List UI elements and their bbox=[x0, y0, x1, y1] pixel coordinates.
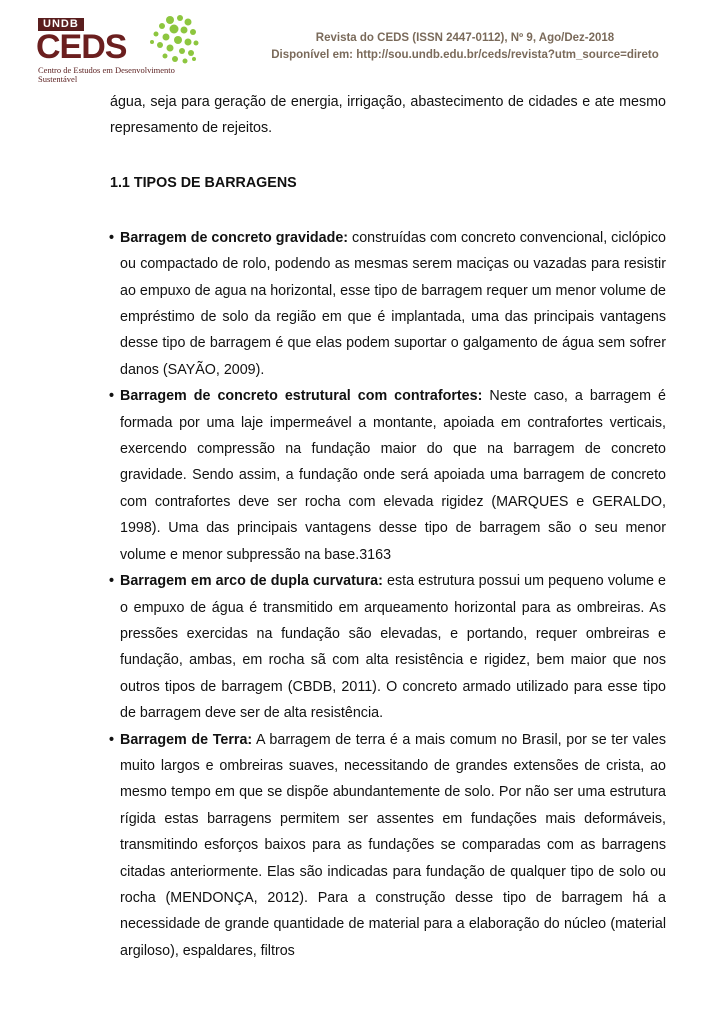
ceds-logo bbox=[30, 12, 200, 90]
bullet-icon: • bbox=[109, 388, 115, 405]
list-item bbox=[109, 225, 667, 383]
journal-title: Revista do CEDS (ISSN 2447-0112), Nº 9, Ago/Dez-2018 bbox=[315, 32, 615, 44]
item-term: Barragem em arco de dupla curvatura: bbox=[120, 573, 383, 590]
item-text: Neste caso, a barragem é formada por uma laje impermeável a montante, apoiada em contrafortes verticais, exercendo compressão na fundação maior do que na barragem de concreto gravidade. Sendo assim, a fundação onde será apoiada uma barragem de concreto com contrafortes deve ser rocha com elevada rigidez (MARQUES e GERALDO, 1998). Uma das principais vantagens desse tipo de barragem são o seu menor volume e menor subpressão na base.3163 bbox=[120, 388, 666, 563]
item-term: Barragem de Terra: bbox=[120, 731, 253, 748]
logo-wordmark: CEDS bbox=[36, 28, 127, 66]
list-item bbox=[109, 568, 667, 726]
item-term: Barragem de concreto estrutural com contrafortes: bbox=[120, 388, 483, 405]
intro-paragraph: água, seja para geração de energia, irrigação, abastecimento de cidades e ate mesmo represamento de rejeitos. bbox=[110, 94, 666, 137]
list-item bbox=[109, 383, 666, 568]
bullet-icon: • bbox=[109, 731, 115, 748]
item-text: construídas com concreto convencional, ciclópico ou compactado de rolo, podendo as mesmas serem maciças ou vazadas para resistir ao empuxo de agua na horizontal, esse tipo de barragem requer um menor volume de empréstimo de solo da região em que é implantada, uma das principais vantagens desse tipo de barragem é que elas podem suportar o galgamento de água sem sofrer danos (SAYÃO, 2009). bbox=[120, 229, 667, 378]
list-item bbox=[109, 727, 666, 965]
section-heading: 1.1 TIPOS DE BARRAGENS bbox=[110, 174, 297, 191]
bullet-icon: • bbox=[109, 229, 115, 246]
item-term: Barragem de concreto gravidade: bbox=[120, 229, 349, 246]
logo-badge: UNDB bbox=[38, 18, 84, 31]
journal-url: Disponível em: http://sou.undb.edu.br/ceds/revista?utm_source=direto bbox=[271, 49, 659, 61]
item-text: esta estrutura possui um pequeno volume e o empuxo de água é transmitido em arqueamento horizontal para as ombreiras. As pressões exercidas na fundação são elevadas, e portando, requer ombreiras e fundação, ambas, em rocha sã com alta resistência e rigidez, bem maior que nos outros tipos de barragem (CBDB, 2011). O concreto armado utilizado para esse tipo de barragem deve ser de alta resistência. bbox=[120, 573, 667, 722]
page-body bbox=[110, 89, 666, 964]
page-header bbox=[0, 0, 724, 92]
item-text: A barragem de terra é a mais comum no Brasil, por se ter vales muito largos e ombreiras suaves, necessitando de grandes extensões de crista, ao mesmo tempo em que se dispõe abundantemente de solo. Por não ser uma estrutura rígida estas barragens permitem ser assentes em fundações mais deformáveis, transmitindo esforços baixos para as fundações se comparadas com as barragens citadas anteriormente. Elas são indicadas para fundação de qualquer tipo de solo ou rocha (MENDONÇA, 2012). Para a construção desse tipo de barragem há a necessidade de grande quantidade de material para a elaboração do núcleo (material argiloso), espaldares, filtros bbox=[120, 731, 666, 959]
journal-info bbox=[230, 30, 700, 64]
leaf-dots-icon bbox=[130, 12, 200, 68]
logo-subtitle: Centro de Estudos em Desenvolvimento Sustentável bbox=[38, 65, 175, 84]
bullet-icon: • bbox=[109, 573, 115, 590]
dam-types-list bbox=[110, 225, 666, 964]
